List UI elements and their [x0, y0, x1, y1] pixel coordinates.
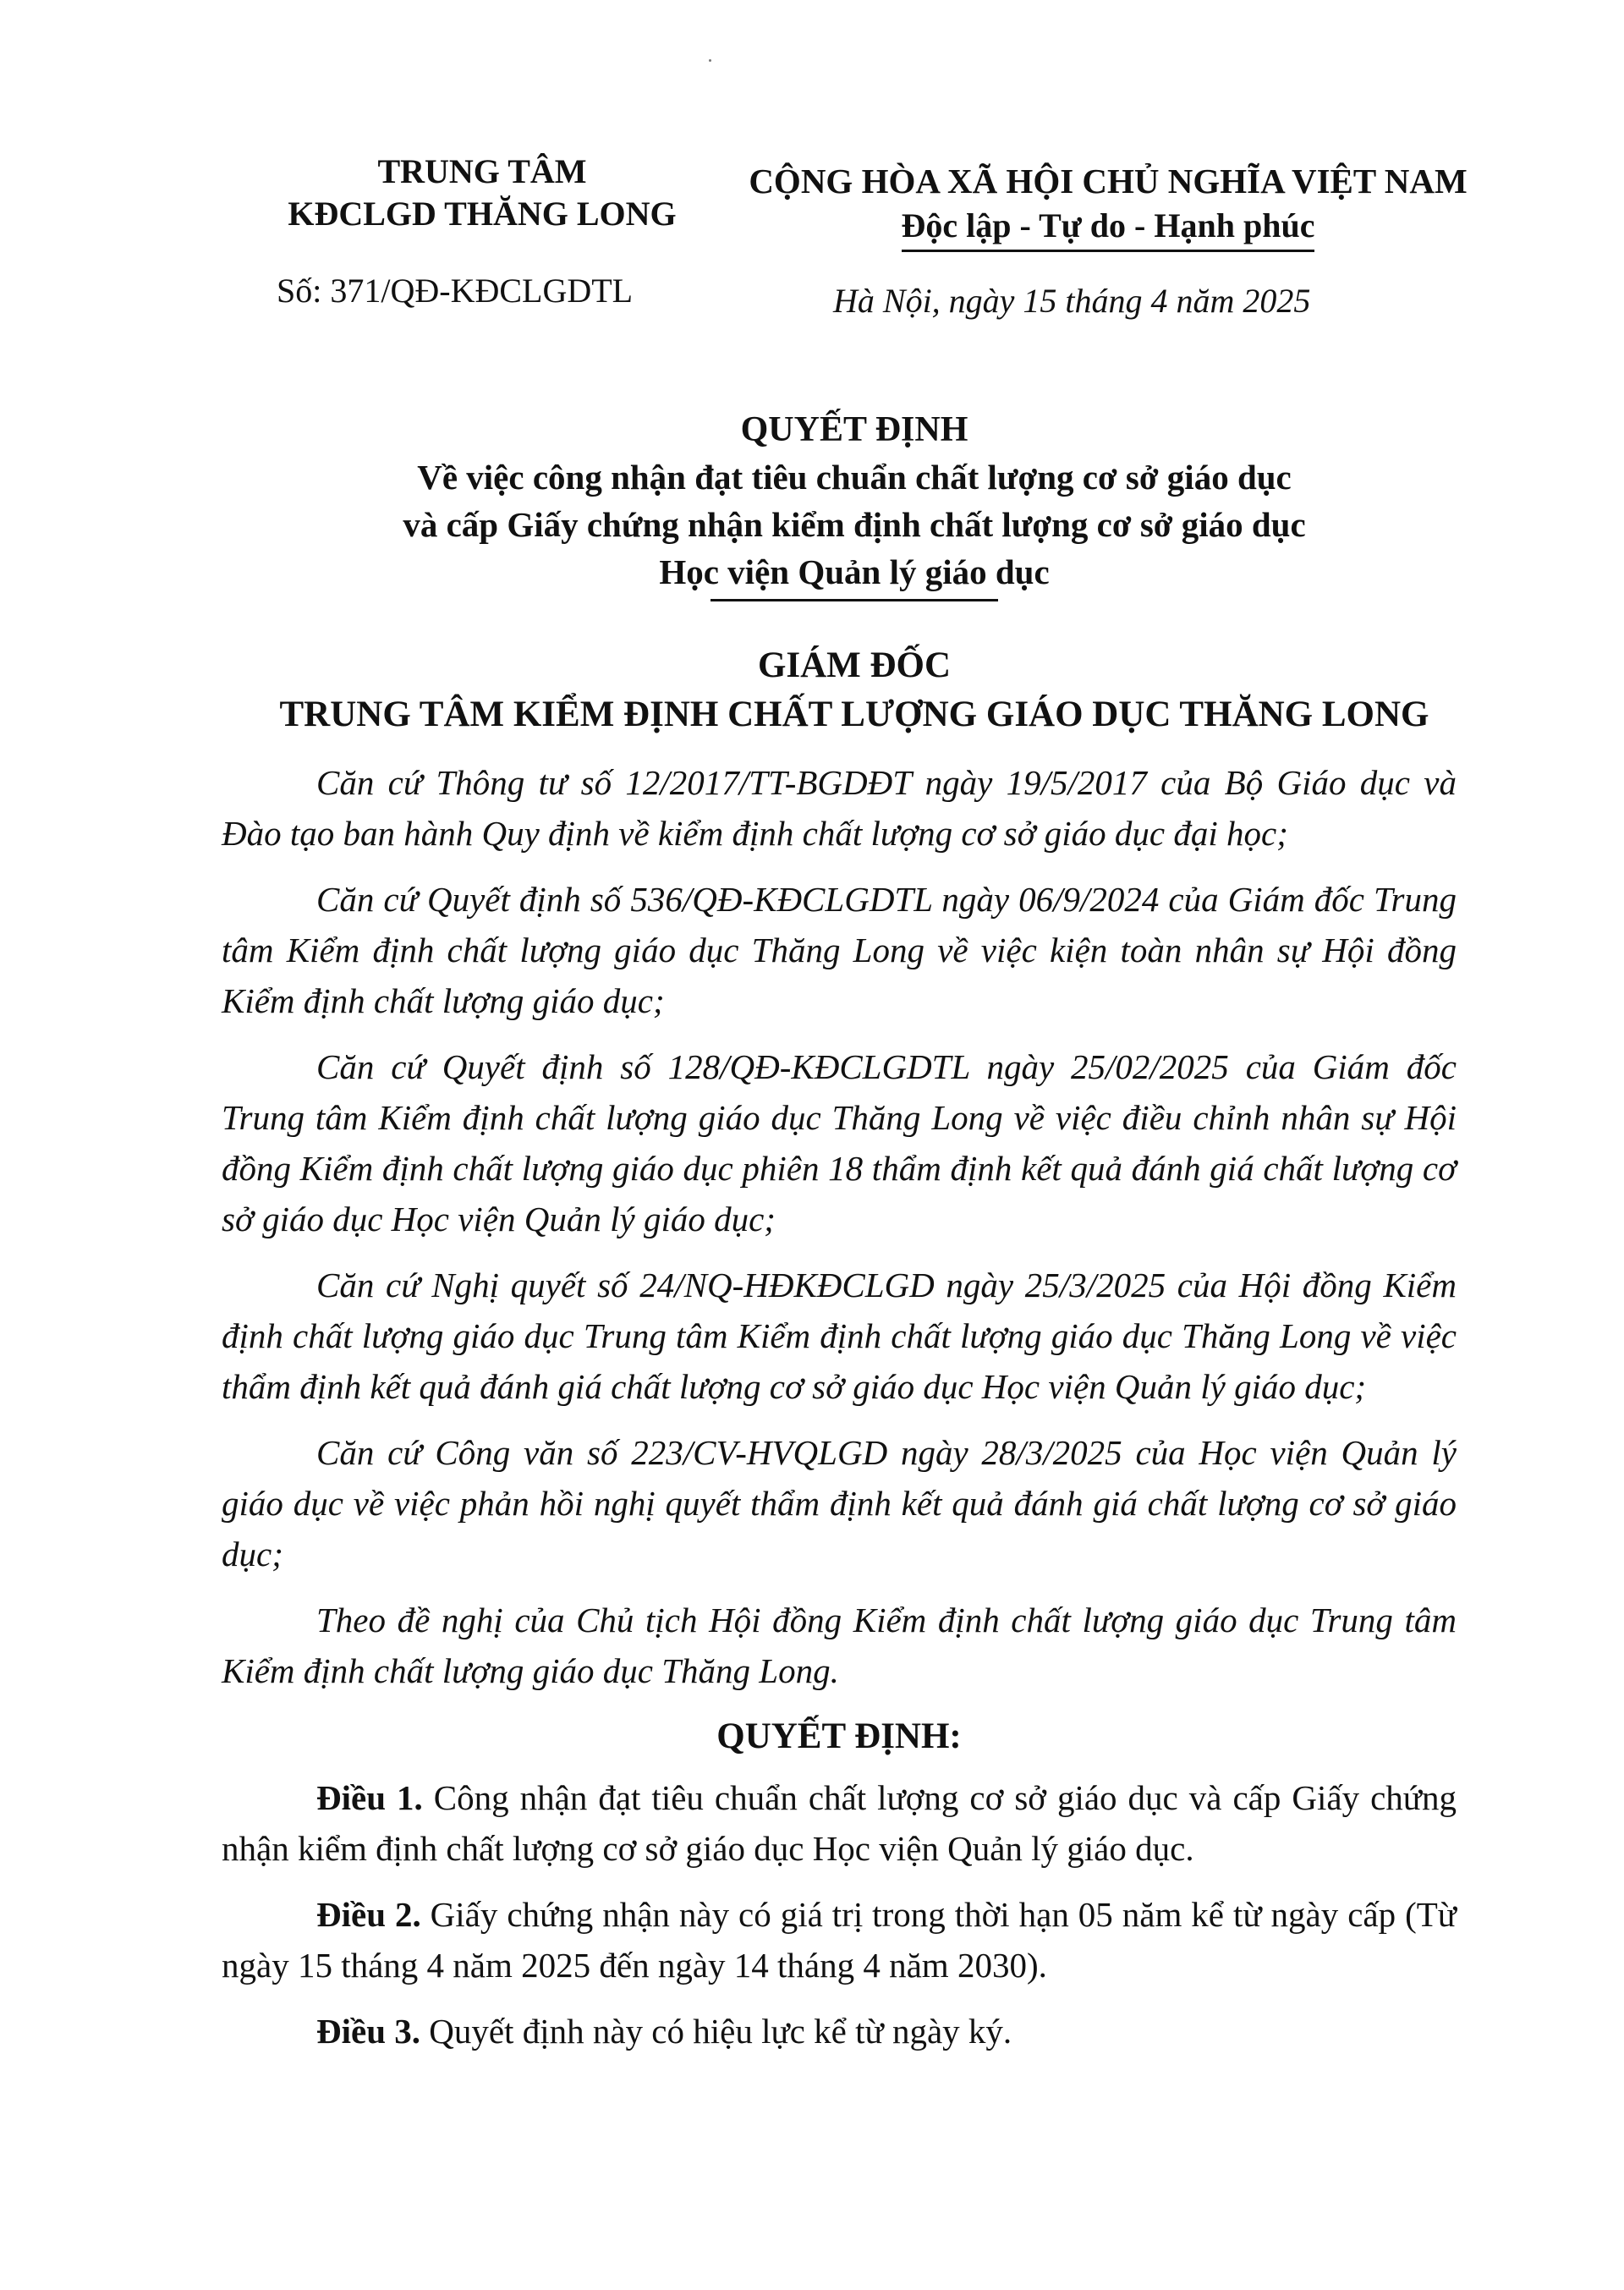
national-header — [727, 159, 1489, 252]
document-title — [220, 406, 1489, 601]
title-subject-line-1: Về việc công nhận đạt tiêu chuẩn chất lượng cơ sở giáo dục — [417, 458, 1292, 497]
decision-heading: QUYẾT ĐỊNH: — [716, 1716, 962, 1756]
title-underline — [710, 599, 998, 601]
authority-organization: TRUNG TÂM KIỂM ĐỊNH CHẤT LƯỢNG GIÁO DỤC THĂNG LONG — [279, 695, 1429, 734]
legal-basis-1: Căn cứ Thông tư số 12/2017/TT-BGDĐT ngày 19/5/2017 của Bộ Giáo dục và Đào tạo ban hành Quy định về kiểm định chất lượng cơ sở giáo dục đại học; — [222, 763, 1457, 853]
article-3-text: Quyết định này có hiệu lực kể từ ngày ký. — [420, 2012, 1012, 2051]
title-main: QUYẾT ĐỊNH — [740, 410, 968, 449]
article-2 — [222, 1889, 1457, 1991]
org-line-1: TRUNG TÂM — [377, 152, 587, 190]
scan-speck — [709, 59, 711, 62]
title-subject-line-2: và cấp Giấy chứng nhận kiểm định chất lượng cơ sở giáo dục — [403, 505, 1306, 544]
article-1-label: Điều 1. — [316, 1778, 423, 1817]
issuing-authority — [195, 641, 1514, 739]
legal-basis-4: Căn cứ Nghị quyết số 24/NQ-HĐKĐCLGD ngày 25/3/2025 của Hội đồng Kiểm định chất lượng giáo dục Trung tâm Kiểm định chất lượng giáo dục Thăng Long về việc thẩm định kết quả đánh giá chất lượng cơ sở giáo dục Học viện Quản lý giáo dục; — [222, 1266, 1457, 1406]
article-1-text: Công nhận đạt tiêu chuẩn chất lượng cơ sở giáo dục và cấp Giấy chứng nhận kiểm định chất lượng cơ sở giáo dục Học viện Quản lý giáo dục. — [222, 1778, 1457, 1868]
article-3 — [222, 2006, 1457, 2057]
country-name: CỘNG HÒA XÃ HỘI CHỦ NGHĨA VIỆT NAM — [749, 162, 1468, 200]
legal-basis-3: Căn cứ Quyết định số 128/QĐ-KĐCLGDTL ngày 25/02/2025 của Giám đốc Trung tâm Kiểm định chất lượng giáo dục Thăng Long về việc điều chỉnh nhân sự Hội đồng Kiểm định chất lượng giáo dục phiên 18 thẩm định kết quả đánh giá chất lượng cơ sở giáo dục Học viện Quản lý giáo dục; — [222, 1047, 1457, 1238]
issuing-organization — [245, 151, 719, 235]
document-body — [222, 757, 1457, 2072]
title-subject-line-3: Học viện Quản lý giáo dục — [659, 552, 1050, 591]
article-2-label: Điều 2. — [316, 1895, 421, 1934]
legal-basis-5: Căn cứ Công văn số 223/CV-HVQLGD ngày 28/3/2025 của Học viện Quản lý giáo dục về việc phản hồi nghị quyết thẩm định kết quả đánh giá chất lượng cơ sở giáo dục; — [222, 1433, 1457, 1573]
article-3-label: Điều 3. — [316, 2012, 420, 2051]
document-date: Hà Nội, ngày 15 tháng 4 năm 2025 — [833, 282, 1311, 320]
org-line-2: KĐCLGD THĂNG LONG — [288, 195, 677, 233]
authority-title: GIÁM ĐỐC — [757, 645, 952, 685]
proposal-basis: Theo đề nghị của Chủ tịch Hội đồng Kiểm định chất lượng giáo dục Trung tâm Kiểm định chất lượng giáo dục Thăng Long. — [222, 1601, 1457, 1690]
article-2-text: Giấy chứng nhận này có giá trị trong thời hạn 05 năm kể từ ngày cấp (Từ ngày 15 tháng 4 năm 2025 đến ngày 14 tháng 4 năm 2030). — [222, 1895, 1457, 1985]
article-1 — [222, 1772, 1457, 1874]
national-motto: Độc lập - Tự do - Hạnh phúc — [902, 206, 1315, 252]
legal-basis-2: Căn cứ Quyết định số 536/QĐ-KĐCLGDTL ngày 06/9/2024 của Giám đốc Trung tâm Kiểm định chất lượng giáo dục Thăng Long về việc kiện toàn nhân sự Hội đồng Kiểm định chất lượng giáo dục; — [222, 880, 1457, 1020]
document-number: Số: 371/QĐ-KĐCLGDTL — [277, 272, 634, 310]
